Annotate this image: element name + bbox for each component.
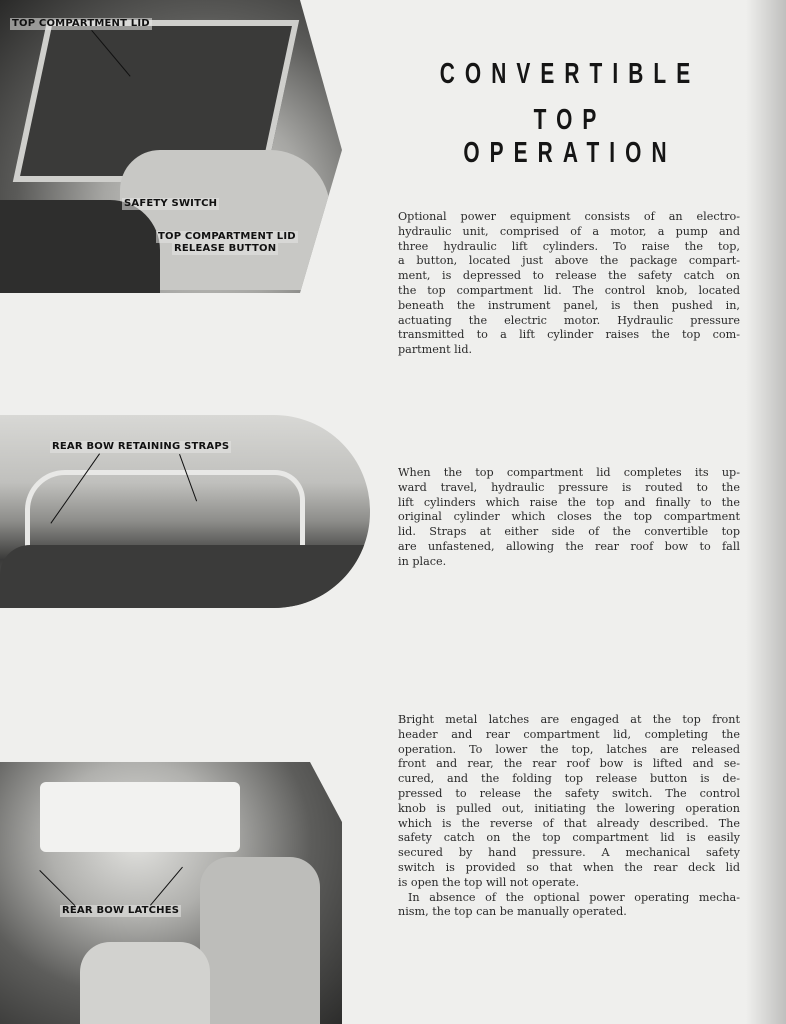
text-line: original cylinder which closes the top compartment: [398, 510, 740, 524]
page-title-line-1: CONVERTIBLE: [439, 58, 701, 90]
text-line: which is the reverse of that already described. The: [398, 816, 740, 830]
text-line: When the top compartment lid completes its up-: [398, 466, 740, 479]
text-line: In absence of the optional power operating mecha-: [408, 890, 740, 904]
text-line: header and rear compartment lid, completing the: [398, 727, 740, 741]
text-line: transmitted to a lift cylinder raises the top com-: [398, 328, 740, 342]
text-line: operation. To lower the top, latches are released: [398, 742, 740, 756]
text-line: the top compartment lid. The control knob, located: [398, 283, 740, 297]
photo-label: SAFETY SWITCH: [124, 198, 218, 209]
text-line: is open the top will not operate.: [398, 875, 580, 889]
text-line: partment lid.: [398, 343, 473, 357]
text-line: ment, is depressed to release the safety catch on: [398, 269, 740, 283]
text-line: Optional power equipment consists of an electro-: [398, 210, 740, 223]
text-line: ward travel, hydraulic pressure is routed to the: [398, 480, 740, 494]
photo-label: REAR BOW LATCHES: [62, 905, 180, 916]
page-title-line-2: TOP OPERATION: [463, 104, 677, 169]
photo-label: TOP COMPARTMENT LID: [158, 231, 296, 242]
text-line: beneath the instrument panel, is then pushed in,: [398, 298, 740, 312]
paragraph-2: [398, 466, 740, 570]
text-line: lid. Straps at either side of the convertible top: [398, 525, 740, 539]
text-line: front and rear, the rear roof bow is lifted and se-: [398, 757, 740, 771]
text-line: are unfastened, allowing the rear roof bow to fall: [398, 539, 740, 553]
paragraph-1: [398, 210, 740, 358]
text-line: switch is provided so that when the rear deck lid: [398, 860, 740, 874]
car-body: [0, 545, 370, 608]
page-curl-shadow: [746, 0, 786, 1024]
text-line: safety catch on the top compartment lid is easily: [398, 831, 740, 845]
rear-window: [40, 782, 240, 852]
text-line: lift cylinders which raise the top and finally to the: [398, 495, 740, 509]
text-line: in place.: [398, 554, 447, 568]
text-line: three hydraulic lift cylinders. To raise the top,: [398, 239, 740, 253]
body-panel: [0, 200, 160, 293]
photo-top-compartment-lid: [0, 0, 342, 293]
text-line: cured, and the folding top release button is de-: [398, 772, 740, 786]
text-line: knob is pulled out, initiating the lowering operation: [398, 801, 740, 815]
text-line: actuating the electric motor. Hydraulic pressure: [398, 313, 740, 327]
text-line: pressed to release the safety switch. The control: [398, 786, 740, 800]
photo-label: REAR BOW RETAINING STRAPS: [52, 441, 230, 452]
text-line: Bright metal latches are engaged at the top front: [398, 713, 740, 726]
photo-label: TOP COMPARTMENT LID: [12, 18, 150, 29]
seat-back: [200, 857, 320, 1024]
text-line: secured by hand pressure. A mechanical safety: [398, 846, 740, 860]
text-line: a button, located just above the package compart-: [398, 254, 740, 268]
text-line: hydraulic unit, comprised of a motor, a pump and: [398, 224, 740, 238]
photo-label: RELEASE BUTTON: [174, 243, 277, 254]
paragraph-3: [398, 713, 740, 920]
seat-cushion: [80, 942, 210, 1024]
photo-rear-bow-latches: [0, 762, 342, 1024]
text-line: nism, the top can be manually operated.: [398, 905, 627, 919]
